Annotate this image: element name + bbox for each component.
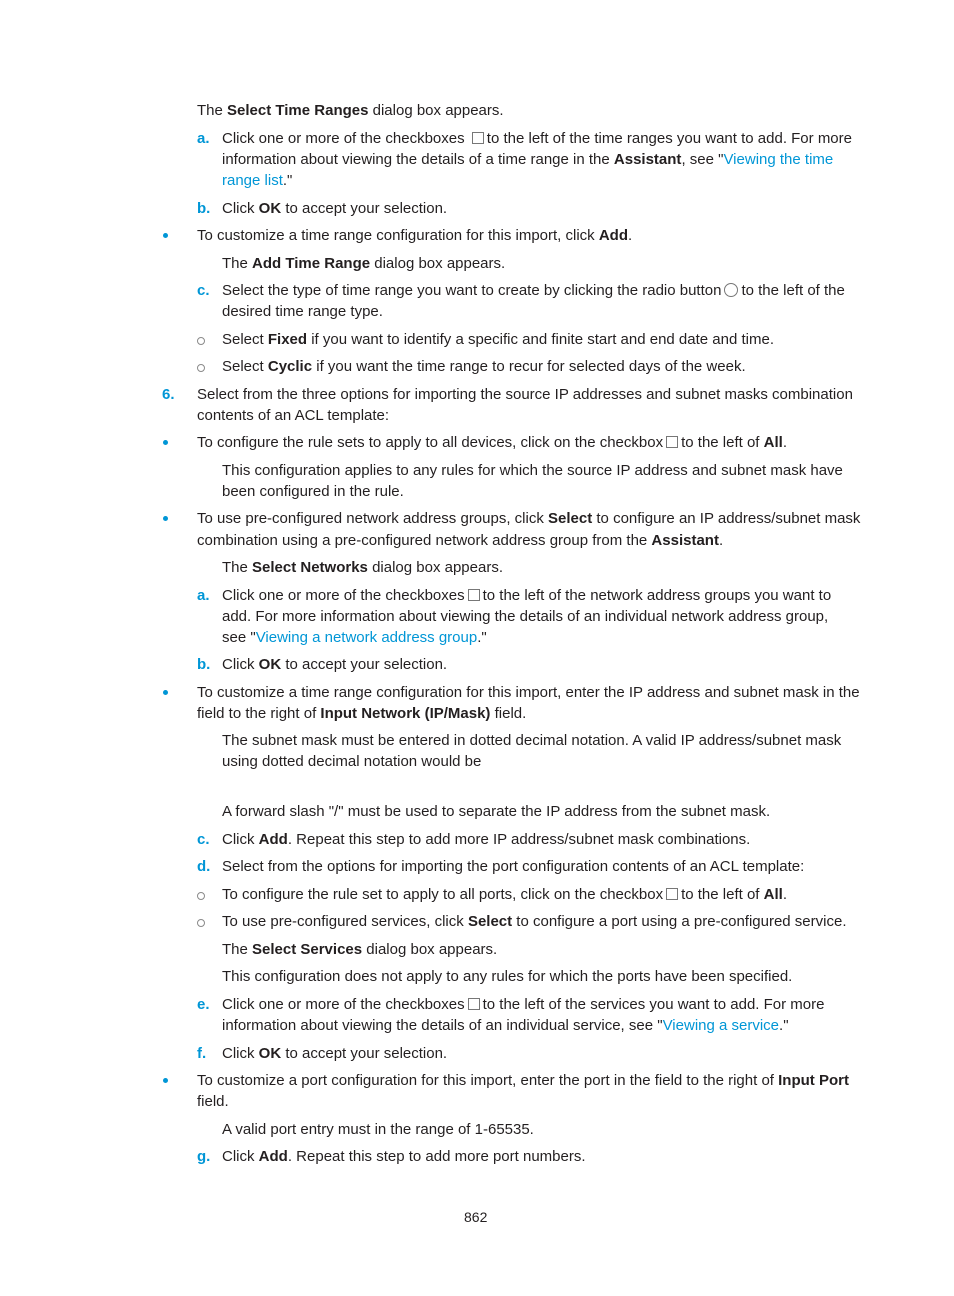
bullet-icon [163, 690, 168, 695]
step-marker: b. [197, 656, 211, 673]
text-line: contents of an ACL template: [197, 407, 390, 424]
text-line: field. [197, 1093, 229, 1110]
step-marker: 6. [162, 386, 175, 403]
text-line: To configure the rule set to apply to all ports, click on the checkbox to the left of All. [222, 886, 787, 903]
text-line: Select from the options for importing the port configuration contents of an ACL template: [222, 858, 805, 875]
text-line: Click OK to accept your selection. [222, 1045, 448, 1062]
checkbox-icon [468, 589, 480, 601]
text-line: To customize a port configuration for this import, enter the port in the field to the right of Input Port [197, 1072, 849, 1089]
text-line: add. For more information about viewing the details of an individual network address group, [222, 608, 829, 625]
checkbox-icon [472, 132, 484, 144]
text-line: To configure the rule sets to apply to all devices, click on the checkbox to the left of All. [197, 434, 787, 451]
bullet-icon [163, 233, 168, 238]
checkbox-icon [468, 998, 480, 1010]
radio-button-icon [724, 283, 738, 297]
circle-bullet-icon [197, 919, 205, 927]
text-line: Click OK to accept your selection. [222, 200, 448, 217]
text-line: The subnet mask must be entered in dotted decimal notation. A valid IP address/subnet mask [222, 732, 842, 749]
text-line: The Add Time Range dialog box appears. [222, 255, 506, 272]
text-line: The Select Services dialog box appears. [222, 941, 498, 958]
text-line: A valid port entry must in the range of 1-65535. [222, 1121, 534, 1138]
text-line: Select the type of time range you want to create by clicking the radio button to the left of the [222, 282, 845, 299]
link-viewing-time-range-list-cont[interactable]: range list [222, 172, 283, 189]
text-line: Select Cyclic if you want the time range to recur for selected days of the week. [222, 358, 746, 375]
text-line: Click OK to accept your selection. [222, 656, 448, 673]
text-line: information about viewing the details of an individual service, see "Viewing a service." [222, 1017, 789, 1034]
link-viewing-time-range-list[interactable]: Viewing the time [723, 151, 834, 168]
text-line: Click one or more of the checkboxes to the left of the network address groups you want to [222, 587, 832, 604]
text-line: combination using a pre-configured network address group from the Assistant. [197, 532, 724, 549]
text-line: The Select Networks dialog box appears. [222, 559, 504, 576]
step-marker: g. [197, 1148, 211, 1165]
step-marker: d. [197, 858, 211, 875]
text-line: To customize a time range configuration for this import, enter the IP address and subnet mask in the [197, 684, 860, 701]
text-line: This configuration applies to any rules for which the source IP address and subnet mask have [222, 462, 843, 479]
text-line: Click Add. Repeat this step to add more port numbers. [222, 1148, 586, 1165]
step-marker: c. [197, 282, 210, 299]
text-line: Select from the three options for importing the source IP addresses and subnet masks combination [197, 386, 853, 403]
step-marker: f. [197, 1045, 207, 1062]
step-marker: a. [197, 587, 210, 604]
link-viewing-a-service[interactable]: Viewing a service [662, 1017, 780, 1034]
step-marker: e. [197, 996, 210, 1013]
step-marker: b. [197, 200, 211, 217]
text-line: see "Viewing a network address group." [222, 629, 487, 646]
text-line: To use pre-configured services, click Select to configure a port using a pre-configured service. [222, 913, 847, 930]
text-line: To use pre-configured network address groups, click Select to configure an IP address/subnet mask [197, 510, 861, 527]
text-line: Click Add. Repeat this step to add more IP address/subnet mask combinations. [222, 831, 751, 848]
checkbox-icon [666, 888, 678, 900]
text-line: The Select Time Ranges dialog box appears. [197, 102, 504, 119]
step-marker: c. [197, 831, 210, 848]
text-line: Select Fixed if you want to identify a specific and finite start and end date and time. [222, 331, 774, 348]
bullet-icon [163, 516, 168, 521]
text-line: information about viewing the details of a time range in the Assistant, see "Viewing the time [222, 151, 834, 168]
text-line: To customize a time range configuration for this import, click Add. [197, 227, 633, 244]
text-line: A forward slash "/" must be used to separate the IP address from the subnet mask. [222, 803, 771, 820]
text-line: This configuration does not apply to any rules for which the ports have been specified. [222, 968, 793, 985]
bullet-icon [163, 1078, 168, 1083]
text-line: Click one or more of the checkboxes to the left of the time ranges you want to add. For more [222, 130, 852, 147]
checkbox-icon [666, 436, 678, 448]
circle-bullet-icon [197, 892, 205, 900]
bullet-icon [163, 440, 168, 445]
text-line: field to the right of Input Network (IP/Mask) field. [197, 705, 527, 722]
text-line: been configured in the rule. [222, 483, 404, 500]
page-number: 862 [464, 1209, 488, 1225]
circle-bullet-icon [197, 364, 205, 372]
text-line: Click one or more of the checkboxes to the left of the services you want to add. For more [222, 996, 825, 1013]
step-marker: a. [197, 130, 210, 147]
link-viewing-network-address-group[interactable]: Viewing a network address group [255, 629, 478, 646]
text-line: range list." [222, 172, 293, 189]
text-line: desired time range type. [222, 303, 383, 320]
text-line: using dotted decimal notation would be [222, 753, 482, 770]
circle-bullet-icon [197, 337, 205, 345]
